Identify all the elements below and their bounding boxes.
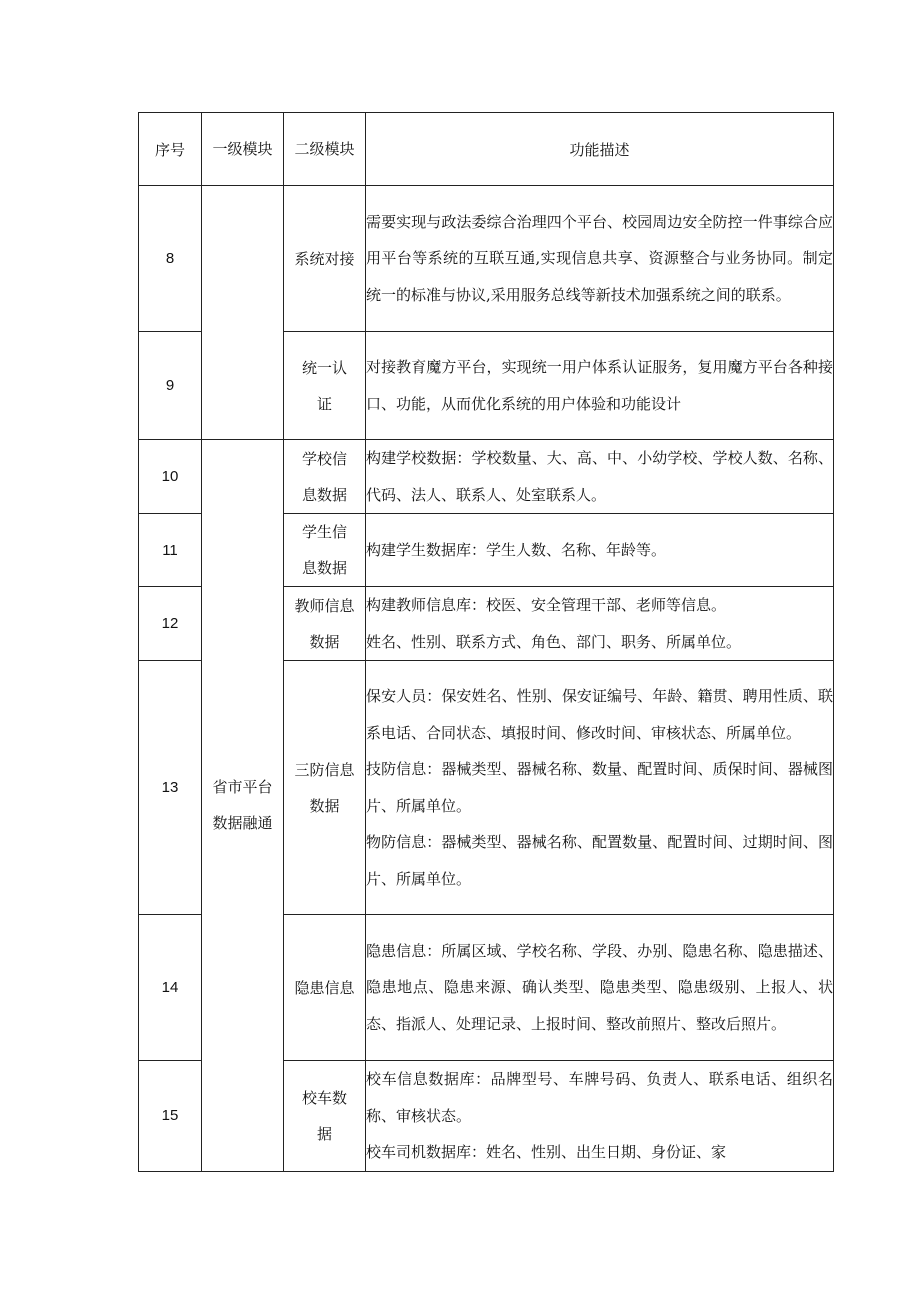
row-module: 学校信息数据 <box>284 440 366 514</box>
desc-line: 技防信息：器械类型、器械名称、数量、配置时间、质保时间、器械图片、所属单位。 <box>366 760 833 815</box>
row-desc <box>366 587 834 661</box>
row-module: 学生信息数据 <box>284 514 366 587</box>
row-seq: 14 <box>139 915 202 1061</box>
level1-cell-empty <box>202 186 284 440</box>
row-desc <box>366 1061 834 1172</box>
desc-line: 姓名、性别、联系方式、角色、部门、职务、所属单位。 <box>366 632 742 651</box>
row-seq: 11 <box>139 514 202 587</box>
desc-line: 物防信息：器械类型、器械名称、配置数量、配置时间、过期时间、图片、所属单位。 <box>366 833 833 888</box>
row-module: 教师信息数据 <box>284 587 366 661</box>
level1-group-cell: 省市平台数据融通 <box>202 440 284 1172</box>
desc-line: 保安人员：保安姓名、性别、保安证编号、年龄、籍贯、聘用性质、联系电话、合同状态、填报时间、修改时间、审核状态、所属单位。 <box>366 687 833 742</box>
row-seq: 12 <box>139 587 202 661</box>
row-module: 隐患信息 <box>284 915 366 1061</box>
table-row <box>139 186 834 332</box>
desc-line: 需要实现与政法委综合治理四个平台、校园周边安全防控一件事综合应用平台等系统的互联互通,实现信息共享、资源整合与业务协同。制定统一的标准与协议,采用服务总线等新技术加强系统之间的联系。 <box>366 212 833 304</box>
row-module: 系统对接 <box>284 186 366 332</box>
desc-line: 构建学校数据：学校数量、大、高、中、小幼学校、学校人数、名称、代码、法人、联系人、处室联系人。 <box>366 449 833 504</box>
header-row <box>139 113 834 186</box>
row-desc <box>366 514 834 587</box>
desc-line: 构建教师信息库：校医、安全管理干部、老师等信息。 <box>366 596 727 614</box>
row-desc <box>366 440 834 514</box>
header-desc: 功能描述 <box>366 113 834 186</box>
row-desc <box>366 915 834 1061</box>
row-desc <box>366 332 834 440</box>
row-seq: 8 <box>139 186 202 332</box>
row-desc <box>366 186 834 332</box>
header-seq: 序号 <box>139 113 202 186</box>
row-module: 三防信息数据 <box>284 661 366 915</box>
function-spec-table <box>138 112 834 1172</box>
desc-line: 校车司机数据库：姓名、性别、出生日期、身份证、家 <box>366 1143 727 1161</box>
desc-line: 对接教育魔方平台，实现统一用户体系认证服务，复用魔方平台各种接口、功能，从而优化系统的用户体验和功能设计 <box>366 358 833 413</box>
table-row <box>139 440 834 514</box>
row-seq: 9 <box>139 332 202 440</box>
desc-line: 构建学生数据库：学生人数、名称、年龄等。 <box>366 540 667 559</box>
row-seq: 13 <box>139 661 202 915</box>
row-seq: 15 <box>139 1061 202 1172</box>
header-level1: 一级模块 <box>202 113 284 186</box>
row-seq: 10 <box>139 440 202 514</box>
header-level2: 二级模块 <box>284 113 366 186</box>
desc-line: 隐患信息：所属区域、学校名称、学段、办别、隐患名称、隐患描述、隐患地点、隐患来源、确认类型、隐患类型、隐患级别、上报人、状态、指派人、处理记录、上报时间、整改前照片、整改后照片。 <box>366 941 833 1033</box>
row-module: 统一认证 <box>284 332 366 440</box>
desc-line: 校车信息数据库：品牌型号、车牌号码、负责人、联系电话、组织名称、审核状态。 <box>366 1070 833 1125</box>
row-module: 校车数据 <box>284 1061 366 1172</box>
row-desc <box>366 661 834 915</box>
